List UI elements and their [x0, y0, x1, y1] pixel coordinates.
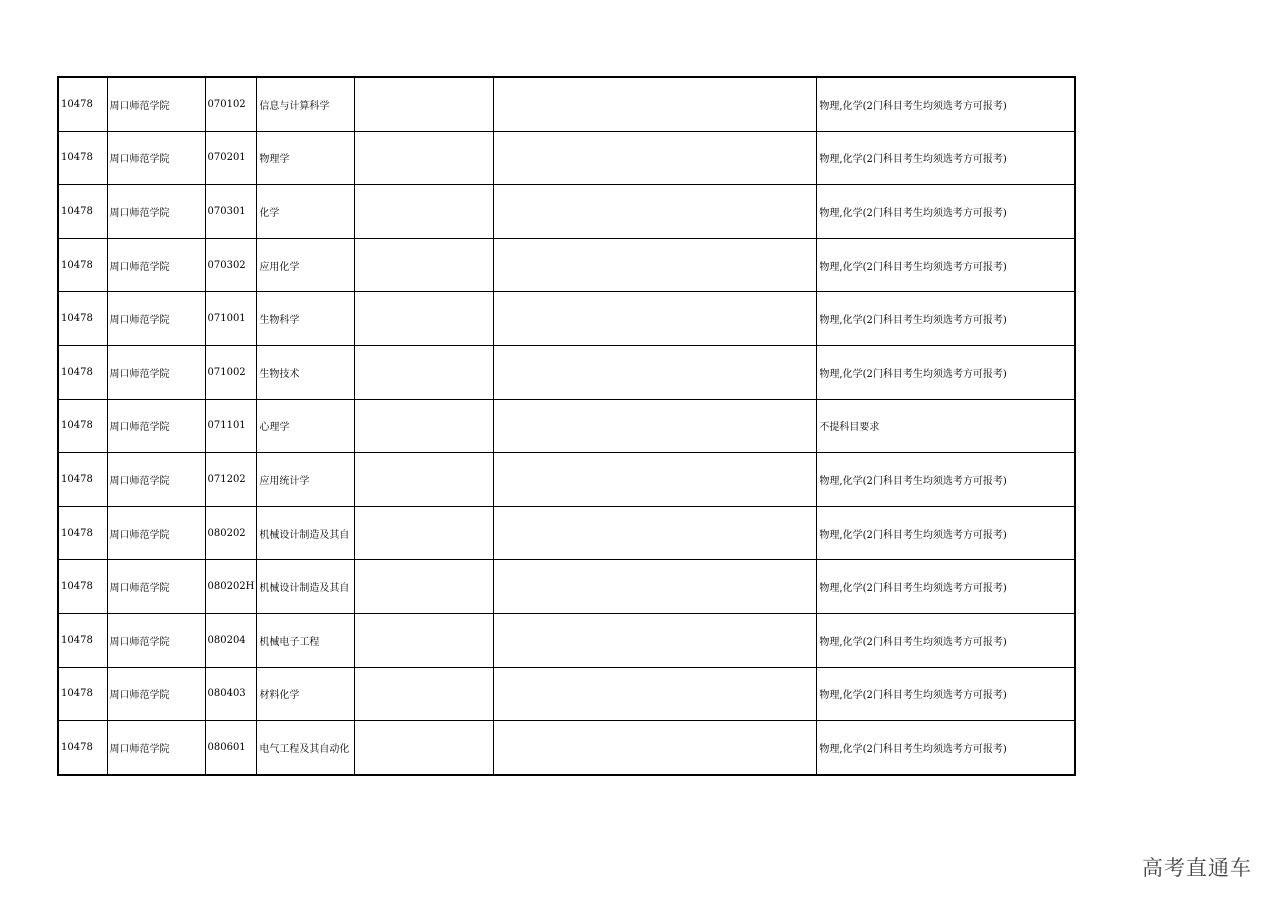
major-code-cell: 071002 — [205, 345, 257, 399]
subject-requirement-cell: 物理,化学(2门科目考生均须选考方可报考) — [817, 238, 1075, 292]
blank-cell — [355, 560, 494, 614]
table-row — [58, 721, 1075, 775]
major-code-cell: 071001 — [205, 292, 257, 346]
subject-requirement-cell: 物理,化学(2门科目考生均须选考方可报考) — [817, 292, 1075, 346]
subject-requirement-cell: 物理,化学(2门科目考生均须选考方可报考) — [817, 506, 1075, 560]
school-name-cell: 周口师范学院 — [107, 453, 205, 507]
subject-requirement-cell: 物理,化学(2门科目考生均须选考方可报考) — [817, 721, 1075, 775]
major-name-cell: 生物技术 — [257, 345, 355, 399]
blank-cell — [494, 399, 817, 453]
table-row — [58, 453, 1075, 507]
school-code-cell: 10478 — [58, 238, 107, 292]
blank-cell — [355, 292, 494, 346]
major-name-cell: 生物科学 — [257, 292, 355, 346]
major-code-cell: 071101 — [205, 399, 257, 453]
table-row — [58, 292, 1075, 346]
subject-requirement-cell: 不提科目要求 — [817, 399, 1075, 453]
subject-requirement-cell: 物理,化学(2门科目考生均须选考方可报考) — [817, 560, 1075, 614]
blank-cell — [494, 292, 817, 346]
school-name-cell: 周口师范学院 — [107, 77, 205, 131]
major-code-cell: 080403 — [205, 667, 257, 721]
table-row — [58, 399, 1075, 453]
major-name-cell: 机械设计制造及其自 — [257, 506, 355, 560]
school-name-cell: 周口师范学院 — [107, 613, 205, 667]
blank-cell — [494, 667, 817, 721]
school-name-cell: 周口师范学院 — [107, 560, 205, 614]
subject-requirement-cell: 物理,化学(2门科目考生均须选考方可报考) — [817, 131, 1075, 185]
school-code-cell: 10478 — [58, 399, 107, 453]
table-row — [58, 667, 1075, 721]
major-code-cell: 080204 — [205, 613, 257, 667]
table-row — [58, 613, 1075, 667]
subject-requirement-cell: 物理,化学(2门科目考生均须选考方可报考) — [817, 77, 1075, 131]
major-code-cell: 080202 — [205, 506, 257, 560]
school-code-cell: 10478 — [58, 292, 107, 346]
major-code-cell: 071202 — [205, 453, 257, 507]
blank-cell — [355, 77, 494, 131]
blank-cell — [494, 185, 817, 239]
school-name-cell: 周口师范学院 — [107, 721, 205, 775]
blank-cell — [355, 613, 494, 667]
watermark: 高考直通车 — [1142, 856, 1252, 880]
major-code-cell: 070301 — [205, 185, 257, 239]
major-name-cell: 应用统计学 — [257, 453, 355, 507]
blank-cell — [355, 131, 494, 185]
subject-requirement-cell: 物理,化学(2门科目考生均须选考方可报考) — [817, 185, 1075, 239]
school-name-cell: 周口师范学院 — [107, 131, 205, 185]
blank-cell — [355, 667, 494, 721]
major-name-cell: 物理学 — [257, 131, 355, 185]
major-name-cell: 心理学 — [257, 399, 355, 453]
blank-cell — [494, 613, 817, 667]
major-name-cell: 化学 — [257, 185, 355, 239]
blank-cell — [494, 721, 817, 775]
subject-requirement-cell: 物理,化学(2门科目考生均须选考方可报考) — [817, 453, 1075, 507]
blank-cell — [494, 131, 817, 185]
school-code-cell: 10478 — [58, 613, 107, 667]
blank-cell — [355, 453, 494, 507]
major-code-cell: 070201 — [205, 131, 257, 185]
table-row — [58, 560, 1075, 614]
major-name-cell: 机械设计制造及其自 — [257, 560, 355, 614]
table-row — [58, 506, 1075, 560]
subject-requirement-cell: 物理,化学(2门科目考生均须选考方可报考) — [817, 613, 1075, 667]
subject-requirements-table — [57, 76, 1076, 776]
blank-cell — [494, 453, 817, 507]
blank-cell — [355, 345, 494, 399]
blank-cell — [355, 399, 494, 453]
blank-cell — [355, 506, 494, 560]
major-name-cell: 机械电子工程 — [257, 613, 355, 667]
school-code-cell: 10478 — [58, 185, 107, 239]
blank-cell — [494, 506, 817, 560]
school-name-cell: 周口师范学院 — [107, 292, 205, 346]
school-name-cell: 周口师范学院 — [107, 345, 205, 399]
blank-cell — [355, 238, 494, 292]
table-row — [58, 238, 1075, 292]
school-code-cell: 10478 — [58, 721, 107, 775]
school-code-cell: 10478 — [58, 667, 107, 721]
table-row — [58, 345, 1075, 399]
school-code-cell: 10478 — [58, 77, 107, 131]
table-row — [58, 77, 1075, 131]
blank-cell — [355, 721, 494, 775]
major-code-cell: 080202H — [205, 560, 257, 614]
school-name-cell: 周口师范学院 — [107, 185, 205, 239]
table-body — [58, 77, 1075, 775]
blank-cell — [494, 345, 817, 399]
school-code-cell: 10478 — [58, 345, 107, 399]
major-name-cell: 应用化学 — [257, 238, 355, 292]
school-code-cell: 10478 — [58, 453, 107, 507]
school-name-cell: 周口师范学院 — [107, 667, 205, 721]
blank-cell — [355, 185, 494, 239]
subject-requirement-cell: 物理,化学(2门科目考生均须选考方可报考) — [817, 667, 1075, 721]
school-code-cell: 10478 — [58, 131, 107, 185]
blank-cell — [494, 238, 817, 292]
school-name-cell: 周口师范学院 — [107, 506, 205, 560]
blank-cell — [494, 560, 817, 614]
blank-cell — [494, 77, 817, 131]
major-code-cell: 080601 — [205, 721, 257, 775]
major-name-cell: 材料化学 — [257, 667, 355, 721]
table-row — [58, 185, 1075, 239]
table-row — [58, 131, 1075, 185]
subject-requirement-cell: 物理,化学(2门科目考生均须选考方可报考) — [817, 345, 1075, 399]
major-code-cell: 070302 — [205, 238, 257, 292]
school-code-cell: 10478 — [58, 506, 107, 560]
major-code-cell: 070102 — [205, 77, 257, 131]
major-name-cell: 信息与计算科学 — [257, 77, 355, 131]
school-code-cell: 10478 — [58, 560, 107, 614]
school-name-cell: 周口师范学院 — [107, 238, 205, 292]
major-name-cell: 电气工程及其自动化 — [257, 721, 355, 775]
school-name-cell: 周口师范学院 — [107, 399, 205, 453]
